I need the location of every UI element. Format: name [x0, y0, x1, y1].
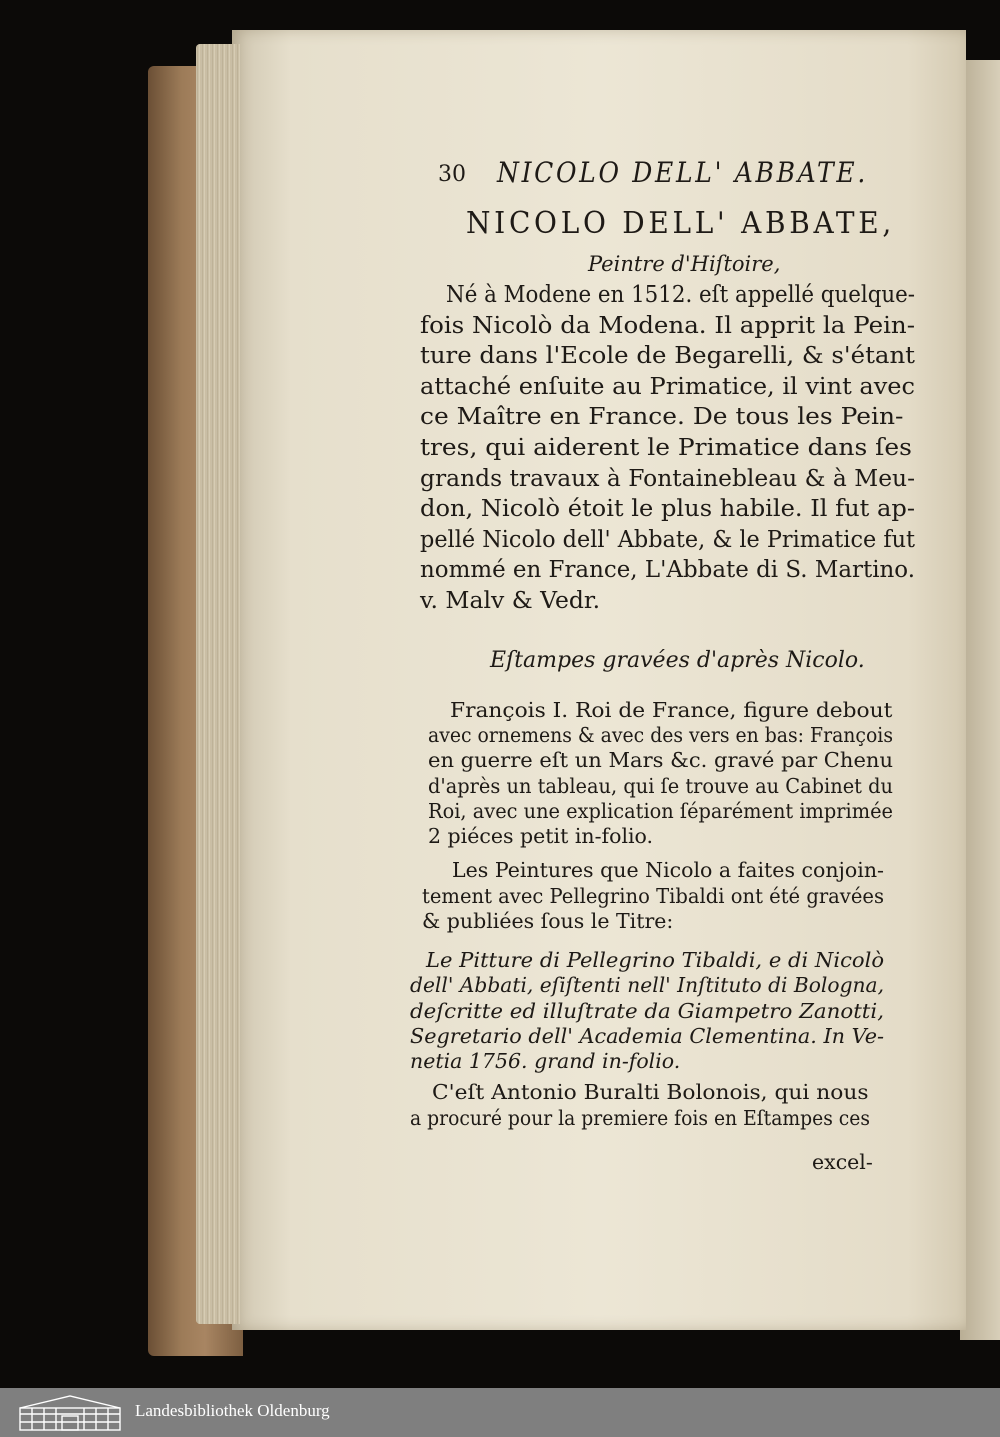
text-line: avec ornemens & avec des vers en bas: François	[428, 723, 893, 748]
text-line: pellé Nicolo dell' Abbate, & le Primatice fut	[420, 524, 915, 553]
text-line: attaché enſuite au Primatice, il vint avec	[420, 371, 915, 400]
text-line: d'après un tableau, qui ſe trouve au Cabinet du	[428, 773, 893, 798]
running-head: NICOLO DELL' ABBATE.	[497, 156, 868, 189]
library-building-logo	[16, 1394, 124, 1432]
text-line: a procuré pour la premiere fois en Eſtampes ces	[410, 1105, 870, 1130]
text-line: Roi, avec une explication ſéparément imprimée	[428, 798, 893, 823]
catchword: excel-	[812, 1150, 873, 1174]
text-line: Segretario dell' Academia Clementina. In Ve-	[410, 1023, 884, 1048]
text-line: C'eſt Antonio Buralti Bolonois, qui nous	[432, 1080, 869, 1104]
text-line: ture dans l'Ecole de Begarelli, & s'étant	[420, 341, 915, 370]
library-name: Landesbibliothek Oldenburg	[135, 1401, 330, 1420]
page-number: 30	[438, 162, 466, 187]
text-line: don, Nicolò étoit le plus habile. Il fut ap-	[420, 494, 915, 523]
text-line: tres, qui aiderent le Primatice dans ſes	[420, 433, 912, 461]
text-line: nommé en France, L'Abbate di S. Martino.	[420, 555, 915, 584]
text-line: 2 piéces petit in-folio.	[428, 824, 654, 848]
text-line: en guerre eſt un Mars &c. gravé par Chenu	[428, 748, 893, 773]
page-edges	[196, 44, 240, 1324]
text-line: & publiées ſous le Titre:	[422, 909, 674, 933]
text-line: Le Pitture di Pellegrino Tibaldi, e di Nicolò	[426, 948, 884, 972]
text-line: Les Peintures que Nicolo a faites conjoin-	[452, 858, 884, 882]
entry-title: NICOLO DELL' ABBATE,	[466, 206, 895, 241]
text-line: tement avec Pellegrino Tibaldi ont été gravées	[422, 883, 884, 908]
text-line: v. Malv & Vedr.	[420, 586, 601, 614]
entry-subtitle: Peintre d'Hiſtoire,	[588, 252, 781, 276]
library-footer	[0, 1388, 1000, 1437]
text-line: François I. Roi de France, figure debout	[450, 698, 893, 722]
text-line: fois Nicolò da Modena. Il apprit la Pein-	[420, 310, 915, 339]
text-line: grands travaux à Fontainebleau & à Meu-	[420, 463, 915, 492]
text-line: ce Maître en France. De tous les Pein-	[420, 402, 904, 431]
text-line: Né à Modene en 1512. eſt appellé quelque-	[446, 280, 915, 308]
facing-page-edge	[960, 60, 1000, 1340]
text-line: dell' Abbati, eſiſtenti nell' Inſtituto di Bologna,	[410, 973, 884, 998]
text-line: deſcritte ed illuſtrate da Giampetro Zanotti,	[410, 998, 884, 1023]
text-line: netia 1756. grand in-folio.	[410, 1049, 681, 1074]
section-heading: Eſtampes gravées d'après Nicolo.	[490, 648, 865, 673]
